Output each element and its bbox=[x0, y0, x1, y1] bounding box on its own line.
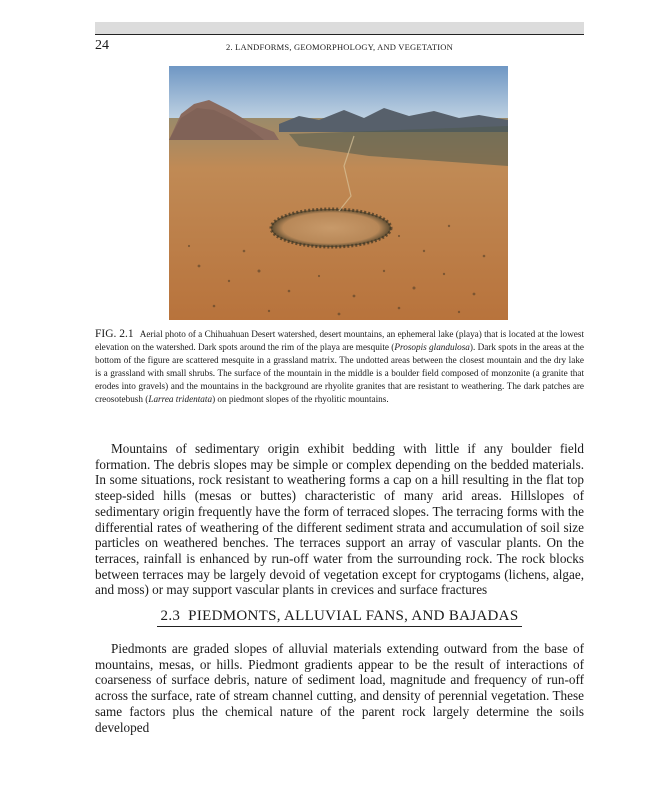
caption-species: Larrea tridentata bbox=[148, 394, 213, 404]
body-paragraph: Piedmonts are graded slopes of alluvial materials extending outward from the base of mountains, mesas, or hills. Piedmont gradients appear to be the result of interactions of coarseness of surface debris, nature of sediment load, magnitude and frequency of run-off across the surface, rate of stream channel cutting, and density of perennial vegetation. These same factors plus the chemical nature of the parent rock largely determine the soils developed bbox=[95, 641, 584, 735]
header-band bbox=[95, 22, 584, 35]
caption-text: Aerial photo of a Chihuahuan Desert watershed, desert mountains, an ephemeral lake (playa) that is located at the lowest elevation on the watershed. Dark spots around the rim of the playa are mesquite ( bbox=[95, 329, 584, 352]
section-heading-rule bbox=[157, 608, 523, 627]
page-number: 24 bbox=[95, 38, 109, 53]
running-head: 2. LANDFORMS, GEOMORPHOLOGY, AND VEGETATION bbox=[226, 42, 453, 52]
figure-caption bbox=[95, 328, 584, 406]
caption-text: ) on piedmont slopes of the rhyolitic mountains. bbox=[212, 394, 389, 404]
figure-label: FIG. 2.1 bbox=[95, 328, 134, 340]
aerial-photo bbox=[169, 66, 508, 320]
section-title: PIEDMONTS, ALLUVIAL FANS, AND BAJADAS bbox=[188, 608, 519, 624]
caption-species: Prosopis glandulosa bbox=[394, 342, 470, 352]
caption-text: ). Dark spots in the areas at the bottom of the figure are scattered mesquite in a grassland matrix. The undotted areas between the closest mountain and the dry lake is a grassland with small shrubs. The surface of the mountain in the middle is a boulder field composed of monzonite (a granite that erodes into gravels) and the mountains in the background are rhyolite granites that are resistant to weathering. The dark patches are creosotebush ( bbox=[95, 342, 584, 404]
section-heading bbox=[95, 608, 584, 627]
section-number: 2.3 bbox=[160, 608, 181, 624]
body-paragraph: Mountains of sedimentary origin exhibit bedding with little if any boulder field formation. The debris slopes may be simple or complex depending on the bedded materials. In some situations, rock resistant to weathering forms a cap on a hill resulting in the flat top steep-sided hills (mesas or buttes) characteristic of many arid areas. Hillslopes of sedimentary origin frequently have the form of terraced slopes. The terracing forms with the differential rates of weathering of the different sediment strata and accumulation of soil size particles on weathered benches. The terraces support an array of vascular plants. On the terraces, rainfall is enhanced by run-off water from the surrounding rock. The rock blocks between terraces may be largely devoid of vegetation except for cryptogams (lichens, algae, and moss) or may support vascular plants in crevices and surface fractures bbox=[95, 441, 584, 598]
